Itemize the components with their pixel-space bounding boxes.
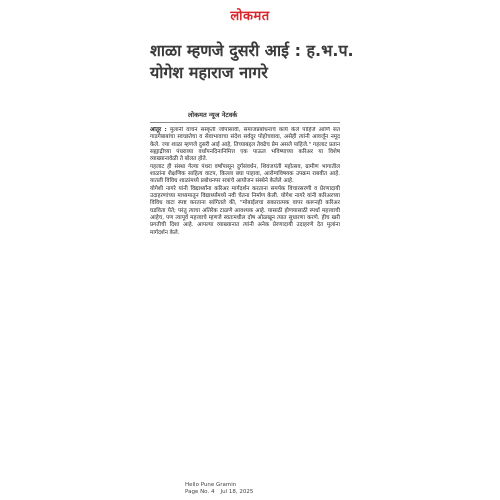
article-paragraph: गहलाट ही संस्था गेल्या पंधरा वर्षांपासून दुर्गसंवर्धन, शिवजयंती महोत्सव, ग्रामीण भागातील शाळांना शैक्षणिक साहित्य वाटप, किल्ला बघा पाहावा, आरोग्यविषयक उपक्रम राबवीत आहे. यातली विविध शाळांमध्ये प्रबोधनपर सत्रांचे आयोजन संस्थेने केलेले आहे.	[150, 163, 340, 185]
footer-page-info	[185, 489, 259, 496]
article-paragraph: योगेशी नागरे यांनी विद्यार्थ्यांना करिअर मार्गदर्शन करताना समर्पक विचारसरणी व प्रेरणादायी उदाहरणांच्या माध्यमातून विद्यार्थ्यांमध्ये नवी चेतना निर्माण केली. योगेश नागरे यांनी करिअरच्या विविध वाटा स्पष्ट करताना सांगितले की, "मोबाईलचा सकारात्मक वापर करूनही करिअर घडविता येते; परंतु त्याचा अतिरेक टाळणे आवश्यक आहे. यासाठी होणयासाठी स्पर्धा महत्त्वाची आहेच, पण त्यापूर्व महत्त्वाचे म्हणजे स्वतःमधील दोष ओळखून त्यात सुधारणा करणे. हीच खरी प्रगतीची दिशा आहे. आपल्या व्याख्यानात त्यांनी अनेक प्रेरणादायी उदाहरणे देत मुलांना मार्गदर्शन केले.	[150, 185, 340, 236]
footer-date: Jul 18, 2025	[220, 488, 254, 495]
article-body	[150, 127, 340, 472]
footer-edition: Hello Pune Gramin	[185, 482, 237, 488]
article-headline: शाळा म्हणजे दुसरी आई : ह.भ.प. योगेश महाराज नागरे	[150, 41, 354, 82]
footer-page-number: Page No. 4	[185, 488, 215, 495]
article-paragraph	[150, 127, 340, 164]
article-paragraph-text: मुलांनी वाचन संस्कृती जोपासावी, समाजप्रबोधनाचे कार्य केले पाहिजे आणि संत गाडगेबाबांचा स्वच्छतेचा व सेवाभावाचा संदेश सर्वदूर पोहोचवावा, असेही त्यांनी आवर्जून नमूद केले. ज्या शाळा म्हणजे दुसरी आई आहे, तिच्याबद्दल तेवढेच प्रेम असले पाहिजे." गहलाट प्रतान सह्याद्रीच्या पंधराव्या वर्धापनदिनानिमित्त एक पाऊल भविष्याच्या करिअर या विशेष व्याख्यानावेळी ते बोलत होते.	[150, 127, 340, 163]
article-byline: लोकमत न्यूज नेटवर्क	[188, 111, 238, 119]
article-dateline: ओतूर :	[150, 127, 167, 133]
page-footer	[185, 482, 259, 495]
byline-divider	[150, 122, 340, 123]
newspaper-masthead: लोकमत	[230, 9, 270, 24]
